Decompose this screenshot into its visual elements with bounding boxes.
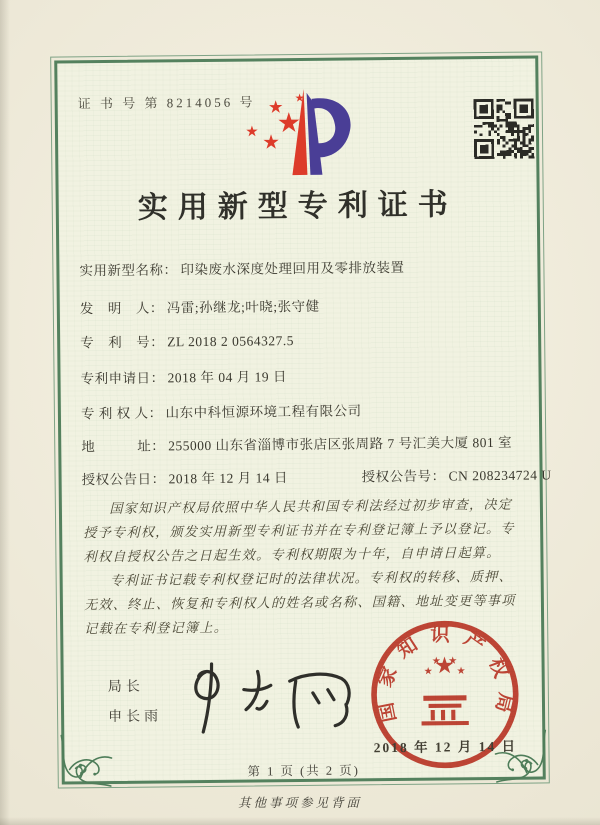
field-value: ZL 2018 2 0564327.5 xyxy=(167,333,294,350)
national-emblem xyxy=(421,656,469,725)
field-label: 专 利 号： xyxy=(80,334,165,351)
legal-paragraph-2: 专利证书记载专利权登记时的法律状况。专利权的转移、质押、无效、终止、恢复和专利权人的姓名或名称、国籍、地址变更等事项记载在专利登记簿上。 xyxy=(83,568,516,637)
grant-date-label: 授权公告日： xyxy=(81,471,166,488)
director-name: 申长雨 xyxy=(108,709,163,726)
field-row-filing-date xyxy=(80,363,518,388)
field-value: 2018 年 04 月 19 日 xyxy=(167,369,287,386)
grant-number-label: 授权公告号： xyxy=(361,468,446,485)
field-row-name xyxy=(79,255,517,280)
certificate-title: 实用新型专利证书 xyxy=(137,188,458,225)
page-indicator: 第 1 页 (共 2 页) xyxy=(247,763,360,779)
field-label: 专 利 权 人： xyxy=(80,405,163,422)
cnipa-logo xyxy=(233,84,374,179)
back-side-note: 其他事项参见背面 xyxy=(237,796,362,810)
corner-ornament-bottom-right xyxy=(488,724,553,789)
director-title: 局长 xyxy=(107,679,144,696)
grant-date-value: 2018 年 12 月 14 日 xyxy=(168,470,289,487)
field-label: 发 明 人： xyxy=(79,300,164,317)
legal-paragraph-1: 国家知识产权局依照中华人民共和国专利法经过初步审查，决定授予专利权，颁发实用新型专利证书并在专利登记簿上予以登记。专利权自授权公告之日起生效。专利权期限为十年，自申请日起算。 xyxy=(83,496,515,565)
director-block xyxy=(108,672,163,733)
field-value: 印染废水深度处理回用及零排放装置 xyxy=(180,259,405,278)
certificate-number: 证 书 号 第 8214056 号 xyxy=(77,94,256,112)
grant-stamp-date: 2018 年 12 月 14 日 xyxy=(373,738,518,756)
field-value: 山东中科恒源环境工程有限公司 xyxy=(165,403,362,421)
seal-ring-text: 国家知识产权局 xyxy=(373,624,517,727)
field-row-patent-number xyxy=(80,327,518,352)
grant-number-pair xyxy=(361,463,551,485)
field-value: 255000 山东省淄博市张店区张周路 7 号汇美大厦 801 室 xyxy=(168,434,513,454)
field-label: 地 址： xyxy=(81,438,166,455)
field-row-grant xyxy=(81,464,552,489)
field-label: 专利申请日： xyxy=(80,370,165,387)
grant-number-value: CN 208234724 U xyxy=(448,467,552,484)
field-label: 实用新型名称： xyxy=(79,262,178,279)
corner-ornament-bottom-left xyxy=(54,729,119,794)
field-value: 冯雷;孙继龙;叶晓;张守健 xyxy=(166,298,320,316)
field-row-inventors xyxy=(80,293,518,318)
qr-code xyxy=(473,99,536,160)
certificate-frame xyxy=(50,51,550,788)
director-signature xyxy=(171,656,372,738)
field-row-patentee xyxy=(81,398,519,423)
field-row-address xyxy=(81,431,519,456)
certificate-page xyxy=(54,55,552,784)
